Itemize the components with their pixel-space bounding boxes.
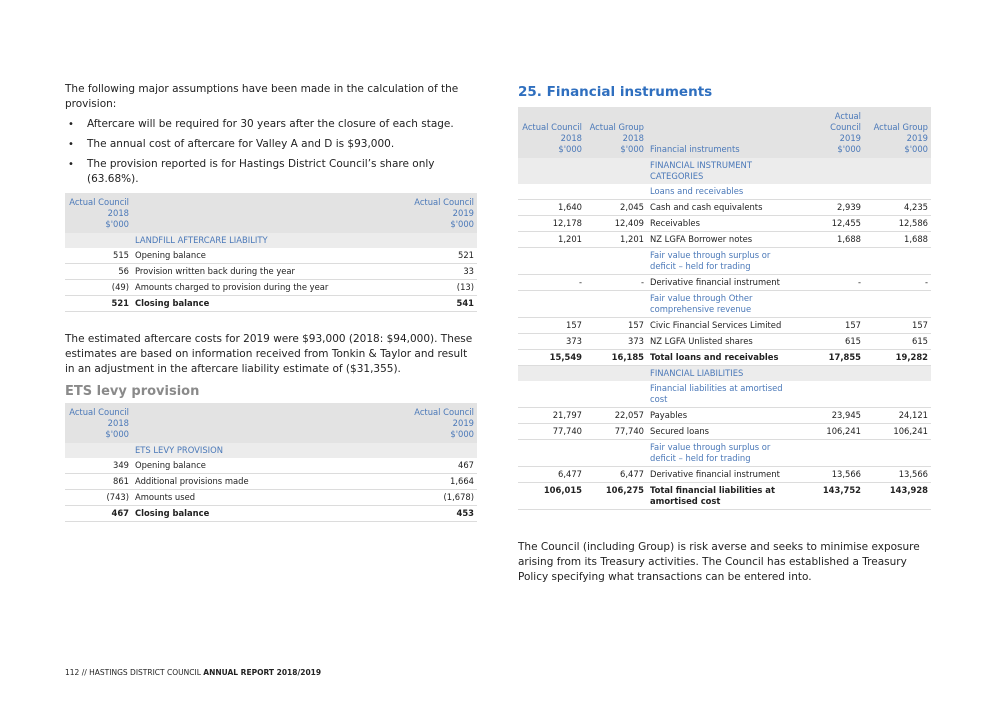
cell-label: Receivables [647, 216, 800, 232]
cell-label: Derivative financial instrument [647, 467, 800, 483]
cell-council-2019: 157 [800, 318, 864, 334]
cell-council-2019 [800, 440, 864, 467]
section-title: 25. Financial instruments [518, 84, 713, 100]
list-item: • Aftercare will be required for 30 years after the closure of each stage. [68, 118, 454, 130]
column-header: Actual Council 2018 $'000 [65, 403, 132, 443]
cell-group-2018 [585, 366, 647, 382]
assumptions-intro: The following major assumptions have been made in the calculation of the provision: [65, 83, 459, 110]
cell-council-2019: 17,855 [800, 350, 864, 366]
cell-council-2019: 23,945 [800, 408, 864, 424]
financial-instruments-table [518, 107, 931, 510]
cell-label: FINANCIAL INSTRUMENT CATEGORIES [647, 158, 800, 184]
cell-council-2018: 77,740 [518, 424, 585, 440]
cell-group-2018: - [585, 275, 647, 291]
list-item: • The annual cost of aftercare for Valley A and D is $93,000. [68, 138, 395, 150]
cell-council-2018 [518, 184, 585, 200]
section-row [518, 366, 931, 382]
cell-group-2018 [585, 248, 647, 275]
cell-group-2018: 373 [585, 334, 647, 350]
left-column [65, 82, 477, 522]
cell-council-2018: 106,015 [518, 483, 585, 510]
cell-group-2019: 615 [864, 334, 931, 350]
cell-council-2018 [518, 291, 585, 318]
cell-group-2018: 2,045 [585, 200, 647, 216]
column-header: Actual Council 2018 $'000 [65, 193, 132, 233]
cell-group-2019: - [864, 275, 931, 291]
subsection-row [518, 248, 931, 275]
cell-council-2019 [800, 291, 864, 318]
table-row-total [518, 350, 931, 366]
cell-label: Total loans and receivables [647, 350, 800, 366]
list-item: • The provision reported is for Hastings District Council’s share only (63.68%). [68, 158, 435, 185]
cell-council-2018: 12,178 [518, 216, 585, 232]
cell-council-2019: 13,566 [800, 467, 864, 483]
cell-group-2018 [585, 184, 647, 200]
cell-council-2018: 1,201 [518, 232, 585, 248]
cell-council-2019: 12,455 [800, 216, 864, 232]
cell-label: Secured loans [647, 424, 800, 440]
table-row-total: 521 Closing balance 541 [65, 296, 477, 312]
right-column [518, 84, 931, 585]
subsection-row [518, 440, 931, 467]
table-row [518, 467, 931, 483]
cell-group-2019 [864, 158, 931, 184]
table-row [518, 232, 931, 248]
cell-group-2019 [864, 291, 931, 318]
cell-label: NZ LGFA Unlisted shares [647, 334, 800, 350]
section-label: LANDFILL AFTERCARE LIABILITY [132, 233, 411, 248]
bullet-icon: • [68, 139, 74, 150]
cell-council-2018: 373 [518, 334, 585, 350]
cell-group-2018 [585, 440, 647, 467]
cell-label: Fair value through surplus or deficit – held for trading [647, 248, 800, 275]
table-row: 56 Provision written back during the year 33 [65, 264, 477, 280]
page-footer [65, 668, 321, 677]
cell-council-2018: 21,797 [518, 408, 585, 424]
table-body [518, 158, 931, 510]
cell-group-2019 [864, 184, 931, 200]
cell-group-2019: 24,121 [864, 408, 931, 424]
subsection-row [518, 184, 931, 200]
cell-label: Cash and cash equivalents [647, 200, 800, 216]
column-header: Actual Group 2019 $'000 [864, 107, 931, 158]
treasury-note: The Council (including Group) is risk averse and seeks to minimise exposure arising from its Treasury activities. The Council has established a Treasury Policy specifying what transactions can be entered into. [518, 541, 920, 583]
cell-council-2019: 1,688 [800, 232, 864, 248]
landfill-aftercare-table [65, 193, 477, 312]
column-header: Actual Council 2018 $'000 [518, 107, 585, 158]
cell-group-2019: 1,688 [864, 232, 931, 248]
table-row-total: 467 Closing balance 453 [65, 506, 477, 522]
cell-group-2018: 1,201 [585, 232, 647, 248]
cell-label: NZ LGFA Borrower notes [647, 232, 800, 248]
cell-council-2019 [800, 184, 864, 200]
cell-council-2018 [518, 440, 585, 467]
cell-group-2019: 13,566 [864, 467, 931, 483]
column-header: Actual Council 2019 $'000 [800, 107, 864, 158]
section-row [518, 158, 931, 184]
cell-group-2018: 22,057 [585, 408, 647, 424]
assumptions-list [65, 117, 477, 187]
cell-council-2018: 6,477 [518, 467, 585, 483]
page-number: 112 // [65, 668, 87, 677]
column-header [132, 193, 411, 233]
cell-label: FINANCIAL LIABILITIES [647, 366, 800, 382]
table-row: (49) Amounts charged to provision during the year (13) [65, 280, 477, 296]
cell-label: Fair value through Other comprehensive revenue [647, 291, 800, 318]
cell-group-2018 [585, 158, 647, 184]
cell-group-2018: 12,409 [585, 216, 647, 232]
table-row [518, 216, 931, 232]
table-row: (743) Amounts used (1,678) [65, 490, 477, 506]
cell-group-2019 [864, 381, 931, 408]
cell-group-2018: 157 [585, 318, 647, 334]
ets-levy-table [65, 403, 477, 522]
footer-doc: ANNUAL REPORT 2018/2019 [203, 668, 322, 677]
table-row [518, 318, 931, 334]
cell-council-2019 [800, 248, 864, 275]
cell-group-2019 [864, 248, 931, 275]
cell-council-2019 [800, 381, 864, 408]
cell-council-2019: - [800, 275, 864, 291]
section-label: ETS LEVY PROVISION [132, 443, 411, 458]
cell-council-2018 [518, 248, 585, 275]
cell-council-2019: 2,939 [800, 200, 864, 216]
subsection-row [518, 291, 931, 318]
cell-council-2018 [518, 381, 585, 408]
table-row-total [518, 483, 931, 510]
cell-label: Payables [647, 408, 800, 424]
cell-council-2018: 1,640 [518, 200, 585, 216]
cell-council-2019: 615 [800, 334, 864, 350]
cell-group-2018: 16,185 [585, 350, 647, 366]
table-row [518, 424, 931, 440]
bullet-icon: • [68, 159, 74, 170]
table-row: 515 Opening balance 521 [65, 248, 477, 264]
cell-council-2019: 143,752 [800, 483, 864, 510]
cell-group-2018 [585, 291, 647, 318]
cell-label: Civic Financial Services Limited [647, 318, 800, 334]
cell-group-2019 [864, 366, 931, 382]
column-header: Actual Council 2019 $'000 [411, 403, 477, 443]
cell-council-2019 [800, 366, 864, 382]
cell-council-2019: 106,241 [800, 424, 864, 440]
cell-label: Fair value through surplus or deficit – held for trading [647, 440, 800, 467]
cell-group-2019: 19,282 [864, 350, 931, 366]
table-row [518, 408, 931, 424]
cell-label: Total financial liabilities at amortised cost [647, 483, 800, 510]
table-row [518, 200, 931, 216]
cell-group-2019: 157 [864, 318, 931, 334]
cell-group-2019: 143,928 [864, 483, 931, 510]
table-row: 861 Additional provisions made 1,664 [65, 474, 477, 490]
cell-council-2018 [518, 158, 585, 184]
cell-council-2018 [518, 366, 585, 382]
cell-group-2018: 77,740 [585, 424, 647, 440]
bullet-icon: • [68, 119, 74, 130]
cell-group-2018 [585, 381, 647, 408]
cell-label: Financial liabilities at amortised cost [647, 381, 800, 408]
cell-group-2018: 106,275 [585, 483, 647, 510]
cell-group-2019: 4,235 [864, 200, 931, 216]
column-header [132, 403, 411, 443]
cell-council-2018: 157 [518, 318, 585, 334]
table-row: 349 Opening balance 467 [65, 458, 477, 474]
cell-group-2018: 6,477 [585, 467, 647, 483]
column-header: Actual Council 2019 $'000 [411, 193, 477, 233]
cell-council-2018: - [518, 275, 585, 291]
cell-label: Derivative financial instrument [647, 275, 800, 291]
table-row [518, 275, 931, 291]
subsection-row [518, 381, 931, 408]
cell-group-2019: 12,586 [864, 216, 931, 232]
cell-council-2018: 15,549 [518, 350, 585, 366]
cell-label: Loans and receivables [647, 184, 800, 200]
column-header: Actual Group 2018 $'000 [585, 107, 647, 158]
aftercare-note: The estimated aftercare costs for 2019 were $93,000 (2018: $94,000). These estimates are based on information received from Tonkin & Taylor and result in an adjustment in the aftercare liability estimate of ($31,355). [65, 333, 473, 375]
cell-group-2019 [864, 440, 931, 467]
footer-org: HASTINGS DISTRICT COUNCIL [89, 668, 201, 677]
cell-group-2019: 106,241 [864, 424, 931, 440]
column-header: Financial instruments [647, 107, 800, 158]
ets-heading: ETS levy provision [65, 384, 200, 399]
cell-council-2019 [800, 158, 864, 184]
table-row [518, 334, 931, 350]
